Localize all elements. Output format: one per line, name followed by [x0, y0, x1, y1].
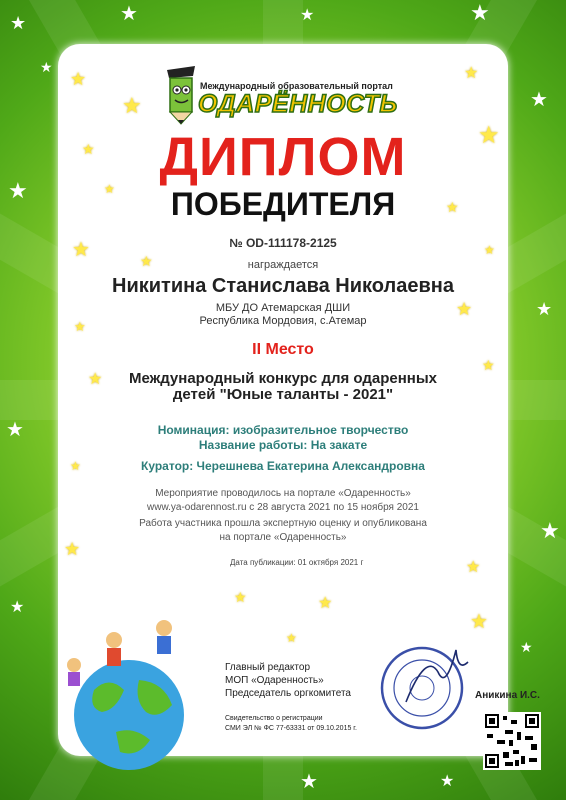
star-icon: ★	[466, 559, 481, 576]
star-icon: ★	[234, 589, 247, 605]
star-icon: ★	[484, 243, 495, 257]
editor-line-2: МОП «Одаренность»	[225, 675, 324, 686]
editor-block	[225, 661, 351, 700]
star-icon: ★	[82, 141, 95, 157]
star-icon: ★	[72, 239, 90, 261]
logo-wordmark: ОДАРЁННОСТЬ	[198, 90, 398, 118]
place-label: II Место	[252, 341, 314, 358]
publication-date: Дата публикации: 01 октября 2021 г	[230, 558, 364, 567]
star-icon: ★	[70, 69, 87, 89]
diploma-title: ДИПЛОМ	[159, 127, 407, 187]
star-icon: ★	[140, 253, 153, 269]
registration-line-2: СМИ ЭЛ № ФС 77-63331 от 09.10.2015 г.	[225, 725, 357, 732]
official-stamp-icon	[376, 642, 476, 732]
recipient-name: Никитина Станислава Николаевна	[112, 275, 454, 297]
editor-line-3: Председатель оргкомитета	[225, 688, 351, 699]
logo-subtitle: Международный образовательный портал	[200, 81, 393, 91]
work-title: Название работы: На закате	[198, 438, 368, 452]
star-icon: ★	[88, 371, 103, 388]
star-icon: ★	[74, 319, 86, 334]
star-icon: ★	[318, 595, 333, 612]
star-icon: ★	[286, 631, 297, 645]
star-icon: ★	[470, 611, 488, 633]
info-line-4: на портале «Одаренность»	[219, 532, 347, 543]
registration-line-1: Свидетельство о регистрации	[225, 715, 323, 722]
school-name: МБУ ДО Атемарская ДШИ	[215, 302, 351, 314]
contest-title-line2: детей "Юные таланты - 2021"	[172, 386, 394, 403]
star-icon: ★	[478, 122, 500, 149]
contest-title-line1: Международный конкурс для одаренных	[128, 370, 438, 387]
registration-block	[225, 714, 357, 734]
curator: Куратор: Черешнева Екатерина Александровна	[141, 459, 425, 473]
diploma-subtitle: ПОБЕДИТЕЛЯ	[170, 186, 396, 222]
info-line-1: Мероприятие проводилось на портале «Одаренность»	[155, 488, 411, 499]
pencil-mascot-icon	[161, 64, 201, 126]
star-icon: ★	[70, 459, 81, 473]
signer-name: Аникина И.С.	[475, 690, 540, 701]
star-icon: ★	[456, 299, 473, 319]
star-icon: ★	[64, 539, 81, 559]
star-icon: ★	[446, 199, 459, 215]
region-name: Республика Мордовия, с.Атемар	[199, 315, 367, 327]
star-icon: ★	[482, 357, 495, 373]
star-icon: ★	[104, 182, 115, 196]
editor-line-1: Главный редактор	[225, 662, 311, 673]
info-line-2: www.ya-odarennost.ru с 28 августа 2021 по 15 ноября 2021	[147, 502, 419, 513]
nomination: Номинация: изобразительное творчество	[157, 423, 409, 437]
diploma-number: № OD-111178-2125	[229, 236, 337, 250]
awarded-label: награждается	[247, 259, 319, 271]
green-star-border: ★ ★ ★ ★ ★ ★ ★ ★ ★ ★ ★ ★ ★ ★	[0, 0, 566, 800]
info-line-3: Работа участника прошла экспертную оценку и опубликована	[139, 518, 427, 529]
star-icon: ★	[464, 65, 479, 82]
star-icon: ★	[122, 93, 142, 118]
qr-code-icon	[483, 712, 541, 770]
globe-illustration	[54, 620, 204, 770]
